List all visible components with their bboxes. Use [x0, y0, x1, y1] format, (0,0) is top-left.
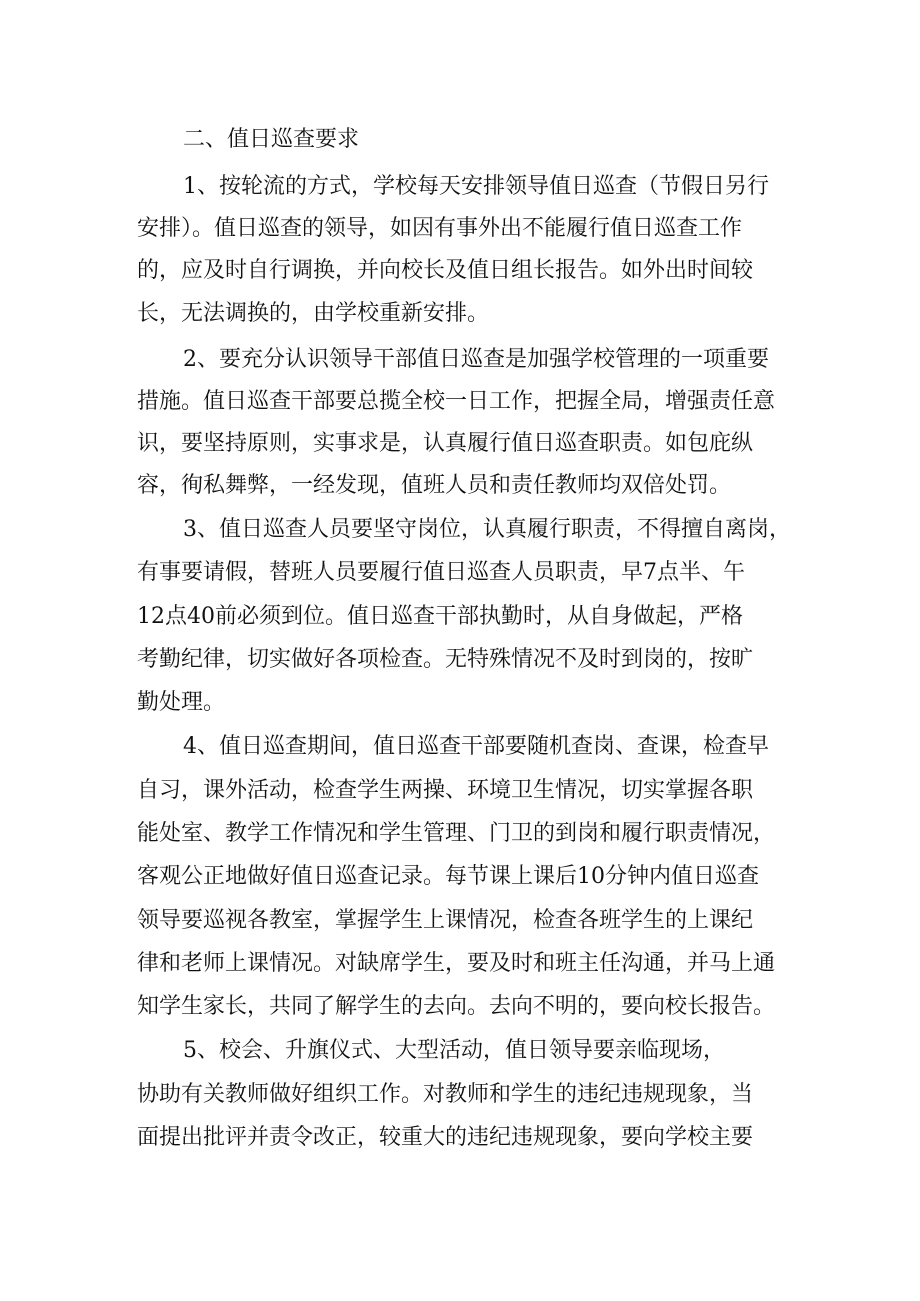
paragraph-2-line-1: 2、要充分认识领导干部值日巡查是加强学校管理的一项重要: [183, 347, 769, 372]
paragraph-5-line-3: 面提出批评并责令改正，较重大的违纪违规现象，要向学校主要: [137, 1125, 754, 1150]
paragraph-5-line-1: 5、校会、升旗仪式、大型活动，值日领导要亲临现场，: [183, 1038, 725, 1063]
paragraph-5-line-2: 协助有关教师做好组织工作。对教师和学生的违纪违规现象，当: [137, 1082, 754, 1107]
paragraph-1-line-2: 安排）。值日巡查的领导，如因有事外出不能履行值日巡查工作: [137, 216, 743, 241]
paragraph-1-line-3: 的，应及时自行调换，并向校长及值日组长报告。如外出时间较: [137, 258, 754, 283]
paragraph-2-line-4: 容，徇私舞弊，一经发现，值班人员和责任教师均双倍处罚。: [137, 473, 732, 498]
paragraph-3-line-5: 勤处理。: [137, 690, 226, 715]
paragraph-4-line-1: 4、值日巡查期间，值日巡查干部要随机查岗、查课，检查早: [183, 734, 769, 759]
paragraph-2-line-2: 措施。值日巡查干部要总揽全校一日工作，把握全局，增强责任意: [137, 389, 776, 414]
paragraph-1-line-4: 长，无法调换的，由学校重新安排。: [137, 301, 490, 326]
paragraph-4-line-5: 领导要巡视各教室，掌握学生上课情况，检查各班学生的上课纪: [137, 908, 754, 933]
section-heading: 二、值日巡查要求: [183, 127, 360, 152]
paragraph-4-line-4: 客观公正地做好值日巡查记录。每节课上课后10分钟内值日巡查: [137, 864, 759, 889]
paragraph-3-line-4: 考勤纪律，切实做好各项检查。无特殊情况不及时到岗的，按旷: [137, 647, 754, 672]
paragraph-3-line-1: 3、值日巡查人员要坚守岗位，认真履行职责，不得擅自离岗，: [183, 517, 791, 542]
paragraph-1-line-1: 1、按轮流的方式，学校每天安排领导值日巡查（节假日另行: [183, 174, 769, 199]
paragraph-4-line-7: 知学生家长，共同了解学生的去向。去向不明的，要向校长报告。: [137, 994, 776, 1019]
paragraph-4-line-2: 自习，课外活动，检查学生两操、环境卫生情况，切实掌握各职: [137, 778, 754, 803]
paragraph-2-line-3: 识，要坚持原则，实事求是，认真履行值日巡查职责。如包庇纵: [137, 431, 754, 456]
paragraph-4-line-6: 律和老师上课情况。对缺席学生，要及时和班主任沟通，并马上通: [137, 951, 776, 976]
paragraph-4-line-3: 能处室、教学工作情况和学生管理、门卫的到岗和履行职责情况，: [137, 821, 776, 846]
paragraph-3-line-3: 12点40前必须到位。值日巡查干部执勤时，从自身做起，严格: [137, 604, 743, 629]
paragraph-3-line-2: 有事要请假，替班人员要履行值日巡查人员职责，早7点半、午: [137, 560, 745, 585]
